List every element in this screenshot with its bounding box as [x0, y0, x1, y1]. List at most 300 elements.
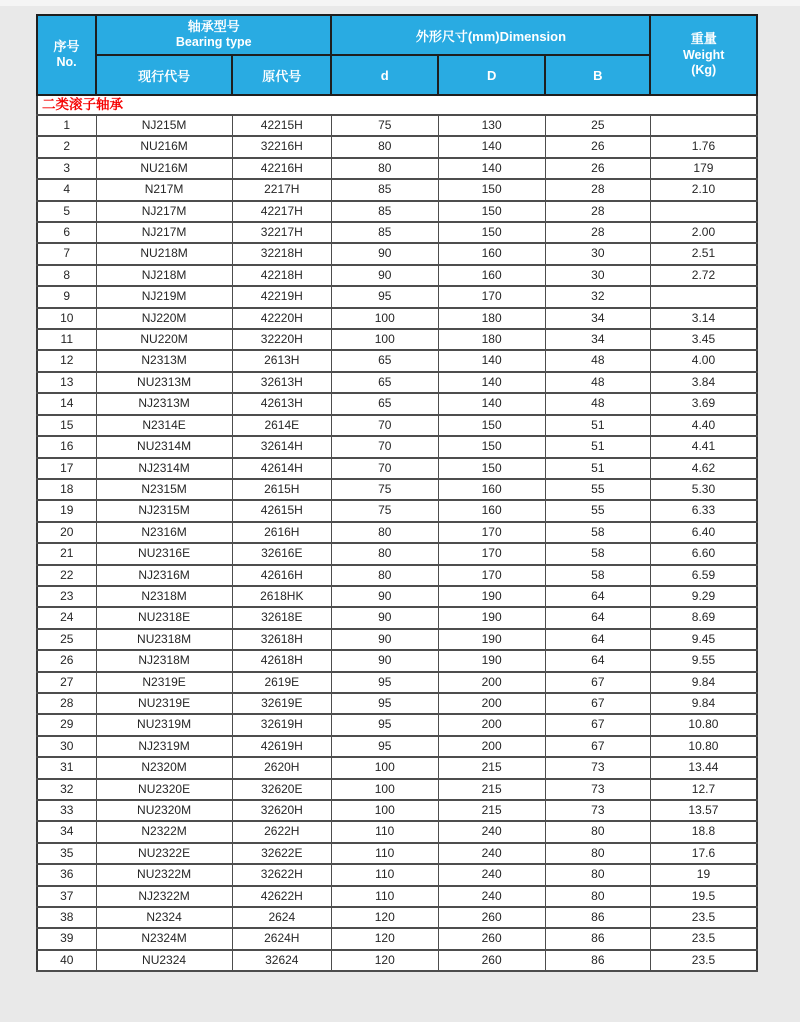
cell-D: 130: [438, 115, 545, 136]
cell-B: 26: [545, 136, 650, 157]
table-row: [37, 543, 757, 564]
cell-B: 58: [545, 522, 650, 543]
cell-B: 55: [545, 500, 650, 521]
cell-d: 95: [331, 286, 438, 307]
cell-current-code: N217M: [96, 179, 232, 200]
table-row: [37, 714, 757, 735]
cell-d: 65: [331, 372, 438, 393]
cell-original-code: 2622H: [232, 821, 331, 842]
header-no-en: No.: [56, 55, 77, 70]
cell-original-code: 32618E: [232, 607, 331, 628]
table-row: [37, 115, 757, 136]
cell-d: 70: [331, 415, 438, 436]
cell-weight: 6.40: [650, 522, 757, 543]
cell-d: 75: [331, 500, 438, 521]
cell-current-code: NJ218M: [96, 265, 232, 286]
table-row: [37, 458, 757, 479]
cell-weight: 179: [650, 158, 757, 179]
cell-original-code: 42616H: [232, 565, 331, 586]
cell-no: 38: [37, 907, 96, 928]
cell-weight: 5.30: [650, 479, 757, 500]
cell-B: 80: [545, 843, 650, 864]
table-body: [37, 95, 757, 971]
header-d: d: [331, 55, 438, 95]
cell-current-code: NJ2315M: [96, 500, 232, 521]
cell-d: 90: [331, 586, 438, 607]
cell-B: 34: [545, 308, 650, 329]
cell-B: 28: [545, 222, 650, 243]
cell-original-code: 32618H: [232, 629, 331, 650]
cell-current-code: NJ220M: [96, 308, 232, 329]
cell-current-code: N2318M: [96, 586, 232, 607]
cell-d: 90: [331, 607, 438, 628]
cell-weight: 3.69: [650, 393, 757, 414]
table-row: [37, 243, 757, 264]
header-current-code: 现行代号: [96, 55, 232, 95]
cell-current-code: NU2320E: [96, 779, 232, 800]
cell-d: 65: [331, 393, 438, 414]
cell-d: 90: [331, 265, 438, 286]
table-row: [37, 693, 757, 714]
table-row: [37, 136, 757, 157]
cell-D: 170: [438, 522, 545, 543]
cell-no: 23: [37, 586, 96, 607]
cell-current-code: NU2322M: [96, 864, 232, 885]
cell-D: 200: [438, 672, 545, 693]
cell-original-code: 32619H: [232, 714, 331, 735]
section-title: 二类滚子轴承: [37, 95, 757, 115]
cell-D: 160: [438, 265, 545, 286]
cell-D: 215: [438, 757, 545, 778]
cell-d: 120: [331, 907, 438, 928]
cell-no: 15: [37, 415, 96, 436]
cell-no: 19: [37, 500, 96, 521]
cell-weight: 9.84: [650, 672, 757, 693]
cell-weight: 23.5: [650, 950, 757, 971]
cell-no: 30: [37, 736, 96, 757]
table-row: [37, 843, 757, 864]
cell-original-code: 32217H: [232, 222, 331, 243]
cell-B: 51: [545, 436, 650, 457]
cell-B: 64: [545, 586, 650, 607]
table-row: [37, 308, 757, 329]
cell-original-code: 2624: [232, 907, 331, 928]
cell-no: 26: [37, 650, 96, 671]
cell-current-code: NJ217M: [96, 222, 232, 243]
cell-d: 95: [331, 672, 438, 693]
cell-weight: [650, 286, 757, 307]
cell-B: 64: [545, 629, 650, 650]
cell-d: 75: [331, 479, 438, 500]
cell-D: 180: [438, 329, 545, 350]
cell-B: 64: [545, 607, 650, 628]
cell-B: 48: [545, 393, 650, 414]
header-bearing-type-cn: 轴承型号: [187, 19, 240, 35]
header-weight-unit: (Kg): [691, 63, 717, 78]
cell-d: 100: [331, 757, 438, 778]
cell-current-code: NJ2313M: [96, 393, 232, 414]
cell-B: 55: [545, 479, 650, 500]
table-row: [37, 329, 757, 350]
cell-no: 9: [37, 286, 96, 307]
table-row: [37, 821, 757, 842]
table-row: [37, 864, 757, 885]
header-no-cn: 序号: [53, 39, 80, 55]
cell-B: 30: [545, 243, 650, 264]
page-top-margin: [0, 0, 800, 6]
table-row: [37, 179, 757, 200]
cell-current-code: N2322M: [96, 821, 232, 842]
cell-original-code: 42220H: [232, 308, 331, 329]
cell-B: 32: [545, 286, 650, 307]
cell-original-code: 42217H: [232, 201, 331, 222]
cell-current-code: NU2320M: [96, 800, 232, 821]
cell-current-code: N2313M: [96, 350, 232, 371]
cell-no: 28: [37, 693, 96, 714]
cell-d: 65: [331, 350, 438, 371]
cell-original-code: 2613H: [232, 350, 331, 371]
cell-D: 260: [438, 950, 545, 971]
cell-original-code: 2620H: [232, 757, 331, 778]
cell-D: 150: [438, 458, 545, 479]
cell-weight: 3.14: [650, 308, 757, 329]
header-original-code: 原代号: [232, 55, 331, 95]
cell-B: 73: [545, 800, 650, 821]
cell-current-code: N2314E: [96, 415, 232, 436]
cell-d: 110: [331, 843, 438, 864]
cell-B: 80: [545, 821, 650, 842]
header-B: B: [545, 55, 650, 95]
cell-original-code: 42613H: [232, 393, 331, 414]
cell-weight: 2.72: [650, 265, 757, 286]
cell-current-code: NJ2316M: [96, 565, 232, 586]
cell-current-code: NU2319M: [96, 714, 232, 735]
cell-B: 67: [545, 714, 650, 735]
cell-D: 170: [438, 543, 545, 564]
cell-d: 70: [331, 458, 438, 479]
cell-original-code: 32220H: [232, 329, 331, 350]
cell-d: 95: [331, 714, 438, 735]
cell-D: 140: [438, 393, 545, 414]
cell-weight: 3.84: [650, 372, 757, 393]
cell-original-code: 42219H: [232, 286, 331, 307]
cell-weight: 3.45: [650, 329, 757, 350]
cell-D: 190: [438, 586, 545, 607]
cell-d: 80: [331, 543, 438, 564]
cell-no: 39: [37, 928, 96, 949]
cell-weight: 19.5: [650, 886, 757, 907]
cell-d: 100: [331, 779, 438, 800]
cell-B: 28: [545, 201, 650, 222]
cell-no: 2: [37, 136, 96, 157]
cell-weight: 9.55: [650, 650, 757, 671]
cell-D: 190: [438, 607, 545, 628]
table-row: [37, 607, 757, 628]
header-weight-cn: 重量: [690, 31, 717, 47]
cell-no: 34: [37, 821, 96, 842]
cell-no: 21: [37, 543, 96, 564]
table-row: [37, 522, 757, 543]
cell-B: 73: [545, 779, 650, 800]
table-row: [37, 201, 757, 222]
cell-original-code: 32613H: [232, 372, 331, 393]
cell-weight: 2.10: [650, 179, 757, 200]
cell-no: 40: [37, 950, 96, 971]
cell-weight: 2.51: [650, 243, 757, 264]
cell-original-code: 32620H: [232, 800, 331, 821]
cell-no: 37: [37, 886, 96, 907]
cell-current-code: NU2319E: [96, 693, 232, 714]
cell-current-code: N2316M: [96, 522, 232, 543]
cell-D: 140: [438, 158, 545, 179]
cell-weight: 6.59: [650, 565, 757, 586]
cell-D: 240: [438, 864, 545, 885]
cell-current-code: N2315M: [96, 479, 232, 500]
cell-weight: 4.40: [650, 415, 757, 436]
cell-no: 13: [37, 372, 96, 393]
cell-current-code: NU216M: [96, 158, 232, 179]
cell-B: 86: [545, 928, 650, 949]
cell-d: 80: [331, 565, 438, 586]
cell-original-code: 2614E: [232, 415, 331, 436]
cell-D: 190: [438, 650, 545, 671]
table-row: [37, 586, 757, 607]
cell-original-code: 32622E: [232, 843, 331, 864]
cell-original-code: 42615H: [232, 500, 331, 521]
cell-weight: 10.80: [650, 714, 757, 735]
cell-weight: [650, 115, 757, 136]
cell-d: 75: [331, 115, 438, 136]
cell-d: 90: [331, 243, 438, 264]
cell-d: 80: [331, 158, 438, 179]
cell-weight: 13.44: [650, 757, 757, 778]
cell-weight: 6.33: [650, 500, 757, 521]
cell-D: 200: [438, 736, 545, 757]
cell-current-code: N2319E: [96, 672, 232, 693]
cell-d: 110: [331, 821, 438, 842]
cell-D: 200: [438, 714, 545, 735]
cell-weight: 9.45: [650, 629, 757, 650]
cell-d: 85: [331, 222, 438, 243]
cell-current-code: NU2313M: [96, 372, 232, 393]
cell-weight: 23.5: [650, 907, 757, 928]
cell-B: 34: [545, 329, 650, 350]
cell-B: 58: [545, 543, 650, 564]
cell-current-code: NU2324: [96, 950, 232, 971]
cell-d: 85: [331, 201, 438, 222]
table-row: [37, 736, 757, 757]
table-row: [37, 650, 757, 671]
header-weight: [650, 15, 757, 95]
header-dimension: 外形尺寸(mm)Dimension: [331, 15, 650, 55]
cell-weight: 19: [650, 864, 757, 885]
cell-weight: 1.76: [650, 136, 757, 157]
cell-weight: 4.41: [650, 436, 757, 457]
cell-weight: 23.5: [650, 928, 757, 949]
cell-no: 27: [37, 672, 96, 693]
cell-no: 20: [37, 522, 96, 543]
cell-current-code: NU2314M: [96, 436, 232, 457]
cell-D: 150: [438, 201, 545, 222]
cell-weight: 4.00: [650, 350, 757, 371]
cell-current-code: NU216M: [96, 136, 232, 157]
cell-d: 110: [331, 886, 438, 907]
cell-no: 10: [37, 308, 96, 329]
cell-weight: 17.6: [650, 843, 757, 864]
cell-B: 67: [545, 736, 650, 757]
cell-current-code: NU220M: [96, 329, 232, 350]
cell-no: 12: [37, 350, 96, 371]
cell-D: 160: [438, 479, 545, 500]
cell-no: 8: [37, 265, 96, 286]
header-D: D: [438, 55, 545, 95]
cell-B: 26: [545, 158, 650, 179]
table-row: [37, 479, 757, 500]
cell-B: 86: [545, 950, 650, 971]
table-row: [37, 158, 757, 179]
cell-current-code: NU2316E: [96, 543, 232, 564]
cell-B: 86: [545, 907, 650, 928]
cell-B: 58: [545, 565, 650, 586]
cell-D: 240: [438, 886, 545, 907]
table-row: [37, 372, 757, 393]
cell-no: 17: [37, 458, 96, 479]
cell-no: 36: [37, 864, 96, 885]
table-row: [37, 415, 757, 436]
cell-weight: 13.57: [650, 800, 757, 821]
cell-D: 190: [438, 629, 545, 650]
cell-current-code: NJ2314M: [96, 458, 232, 479]
cell-original-code: 2615H: [232, 479, 331, 500]
cell-B: 73: [545, 757, 650, 778]
cell-D: 215: [438, 800, 545, 821]
cell-no: 14: [37, 393, 96, 414]
table-row: [37, 565, 757, 586]
cell-original-code: 32614H: [232, 436, 331, 457]
cell-weight: 10.80: [650, 736, 757, 757]
table-row: [37, 779, 757, 800]
cell-D: 170: [438, 565, 545, 586]
table-row: [37, 800, 757, 821]
cell-no: 4: [37, 179, 96, 200]
table-row: [37, 350, 757, 371]
cell-D: 260: [438, 928, 545, 949]
cell-original-code: 32216H: [232, 136, 331, 157]
table-header: [37, 15, 757, 95]
cell-current-code: NU2318M: [96, 629, 232, 650]
cell-d: 90: [331, 650, 438, 671]
cell-no: 22: [37, 565, 96, 586]
cell-original-code: 2618HK: [232, 586, 331, 607]
cell-B: 67: [545, 672, 650, 693]
header-bearing-type: [96, 15, 331, 55]
cell-original-code: 32622H: [232, 864, 331, 885]
cell-original-code: 32616E: [232, 543, 331, 564]
cell-original-code: 42619H: [232, 736, 331, 757]
cell-D: 215: [438, 779, 545, 800]
cell-D: 240: [438, 843, 545, 864]
cell-d: 70: [331, 436, 438, 457]
section-row: [37, 95, 757, 115]
cell-no: 3: [37, 158, 96, 179]
table-row: [37, 928, 757, 949]
cell-weight: 9.84: [650, 693, 757, 714]
cell-B: 25: [545, 115, 650, 136]
table-row: [37, 265, 757, 286]
cell-current-code: NJ217M: [96, 201, 232, 222]
cell-D: 150: [438, 415, 545, 436]
cell-no: 35: [37, 843, 96, 864]
cell-D: 200: [438, 693, 545, 714]
cell-current-code: NJ2318M: [96, 650, 232, 671]
cell-weight: [650, 201, 757, 222]
cell-current-code: NU2322E: [96, 843, 232, 864]
cell-current-code: NJ219M: [96, 286, 232, 307]
table-row: [37, 222, 757, 243]
cell-original-code: 2624H: [232, 928, 331, 949]
cell-d: 120: [331, 928, 438, 949]
table-row: [37, 907, 757, 928]
cell-B: 51: [545, 415, 650, 436]
cell-B: 80: [545, 864, 650, 885]
cell-d: 95: [331, 693, 438, 714]
cell-original-code: 2217H: [232, 179, 331, 200]
cell-weight: 4.62: [650, 458, 757, 479]
cell-original-code: 42218H: [232, 265, 331, 286]
cell-D: 160: [438, 500, 545, 521]
header-bearing-type-en: Bearing type: [175, 35, 252, 50]
cell-B: 28: [545, 179, 650, 200]
cell-d: 95: [331, 736, 438, 757]
cell-no: 11: [37, 329, 96, 350]
header-weight-en: Weight: [682, 47, 725, 62]
cell-D: 170: [438, 286, 545, 307]
cell-B: 48: [545, 350, 650, 371]
cell-original-code: 32624: [232, 950, 331, 971]
cell-current-code: NU218M: [96, 243, 232, 264]
header-no: [37, 15, 96, 95]
cell-no: 25: [37, 629, 96, 650]
cell-weight: 18.8: [650, 821, 757, 842]
cell-no: 1: [37, 115, 96, 136]
cell-D: 140: [438, 136, 545, 157]
cell-original-code: 42622H: [232, 886, 331, 907]
cell-original-code: 42618H: [232, 650, 331, 671]
cell-D: 150: [438, 179, 545, 200]
cell-weight: 8.69: [650, 607, 757, 628]
cell-original-code: 42614H: [232, 458, 331, 479]
cell-no: 16: [37, 436, 96, 457]
cell-d: 100: [331, 800, 438, 821]
cell-d: 80: [331, 136, 438, 157]
cell-current-code: NU2318E: [96, 607, 232, 628]
cell-D: 180: [438, 308, 545, 329]
cell-weight: 9.29: [650, 586, 757, 607]
cell-original-code: 32619E: [232, 693, 331, 714]
cell-current-code: NJ2322M: [96, 886, 232, 907]
cell-B: 64: [545, 650, 650, 671]
cell-B: 48: [545, 372, 650, 393]
table-row: [37, 436, 757, 457]
cell-B: 51: [545, 458, 650, 479]
cell-d: 100: [331, 308, 438, 329]
table-row: [37, 757, 757, 778]
cell-no: 7: [37, 243, 96, 264]
cell-D: 150: [438, 222, 545, 243]
cell-current-code: N2324M: [96, 928, 232, 949]
cell-no: 5: [37, 201, 96, 222]
cell-d: 100: [331, 329, 438, 350]
